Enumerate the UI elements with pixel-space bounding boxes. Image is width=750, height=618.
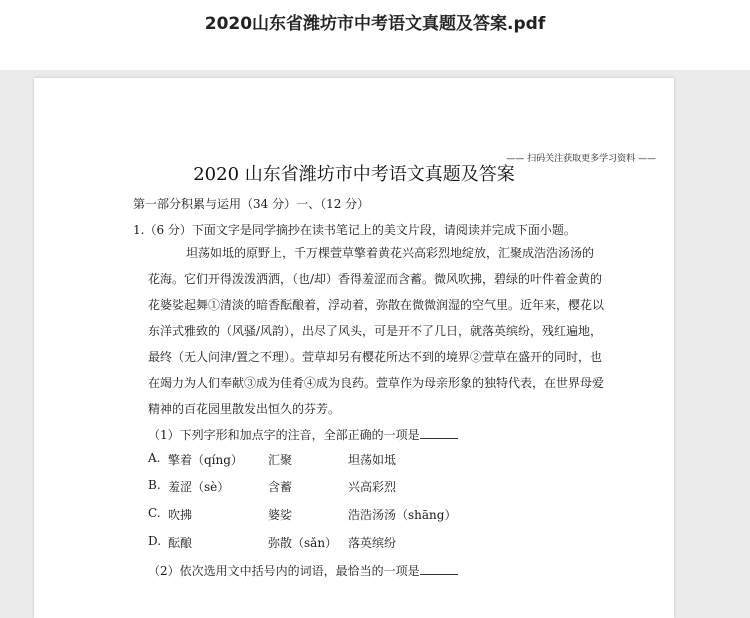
answer-blank <box>420 564 458 575</box>
passage-line-3: 花婆娑起舞①清淡的暗香酝酿着，浮动着，弥散在微微润湿的空气里。近年来，樱花以 <box>148 298 605 312</box>
pdf-page <box>34 78 674 618</box>
option-c-col2: 婆娑 <box>268 508 293 522</box>
sub-question-2 <box>148 562 458 579</box>
sub-question-1 <box>148 426 458 443</box>
option-d-col2: 弥散（sǎn） <box>268 536 338 550</box>
option-a-letter: A. <box>148 451 161 465</box>
section-heading: 第一部分积累与运用（34 分）一、（12 分） <box>133 197 370 211</box>
option-b-col3: 兴高彩烈 <box>348 480 397 494</box>
passage-line-6: 在竭力为人们奉献③成为佳肴④成为良药。萱草作为母亲形象的独特代表，在世界母爱 <box>148 376 605 390</box>
answer-blank <box>420 428 458 439</box>
option-a-col3: 坦荡如坻 <box>348 453 397 467</box>
passage-line-5: 最终（无人问津/置之不理）。萱草却另有樱花所达不到的境界②萱草在盛开的同时，也 <box>148 350 603 364</box>
option-d-col1: 酝酿 <box>168 536 193 550</box>
option-a-col1: 擎着（qíng） <box>168 453 243 467</box>
document-title: 2020 山东省潍坊市中考语文真题及答案 <box>193 164 515 185</box>
option-c-col3: 浩浩汤汤（shāng） <box>348 508 457 522</box>
qr-note: —— 扫码关注获取更多学习资料 —— <box>506 154 656 164</box>
option-b-letter: B. <box>148 478 161 492</box>
sub-question-2-prompt: （2）依次选用文中括号内的词语，最恰当的一项是 <box>148 564 420 578</box>
question-1-intro: 1.（6 分）下面文字是同学摘抄在读书笔记上的美文片段，请阅读并完成下面小题。 <box>133 223 576 237</box>
option-c-col1: 吹拂 <box>168 508 193 522</box>
option-b-col1: 羞涩（sè） <box>168 480 230 494</box>
option-b-col2: 含蓄 <box>268 480 293 494</box>
viewer-toolbar <box>0 0 750 70</box>
file-title: 2020山东省潍坊市中考语文真题及答案.pdf <box>204 14 546 34</box>
option-d-letter: D. <box>148 534 162 548</box>
passage-line-7: 精神的百花园里散发出恒久的芬芳。 <box>148 402 341 416</box>
option-a-col2: 汇聚 <box>268 453 293 467</box>
passage-line-2: 花海。它们开得泼泼洒洒，（也/却）香得羞涩而含蓄。微风吹拂，碧绿的叶件着金黄的 <box>148 272 603 286</box>
sub-question-1-prompt: （1）下列字形和加点字的注音，全部正确的一项是 <box>148 428 420 442</box>
passage-line-1: 坦荡如坻的原野上，千万棵萱草擎着黄花兴高彩烈地绽放，汇聚成浩浩汤汤的 <box>186 246 595 260</box>
option-c-letter: C. <box>148 506 161 520</box>
option-d-col3: 落英缤纷 <box>348 536 397 550</box>
passage-line-4: 东洋式雅致的（风骚/风韵），出尽了风头，可是开不了几日，就落英缤纷，残红遍地， <box>148 324 603 338</box>
